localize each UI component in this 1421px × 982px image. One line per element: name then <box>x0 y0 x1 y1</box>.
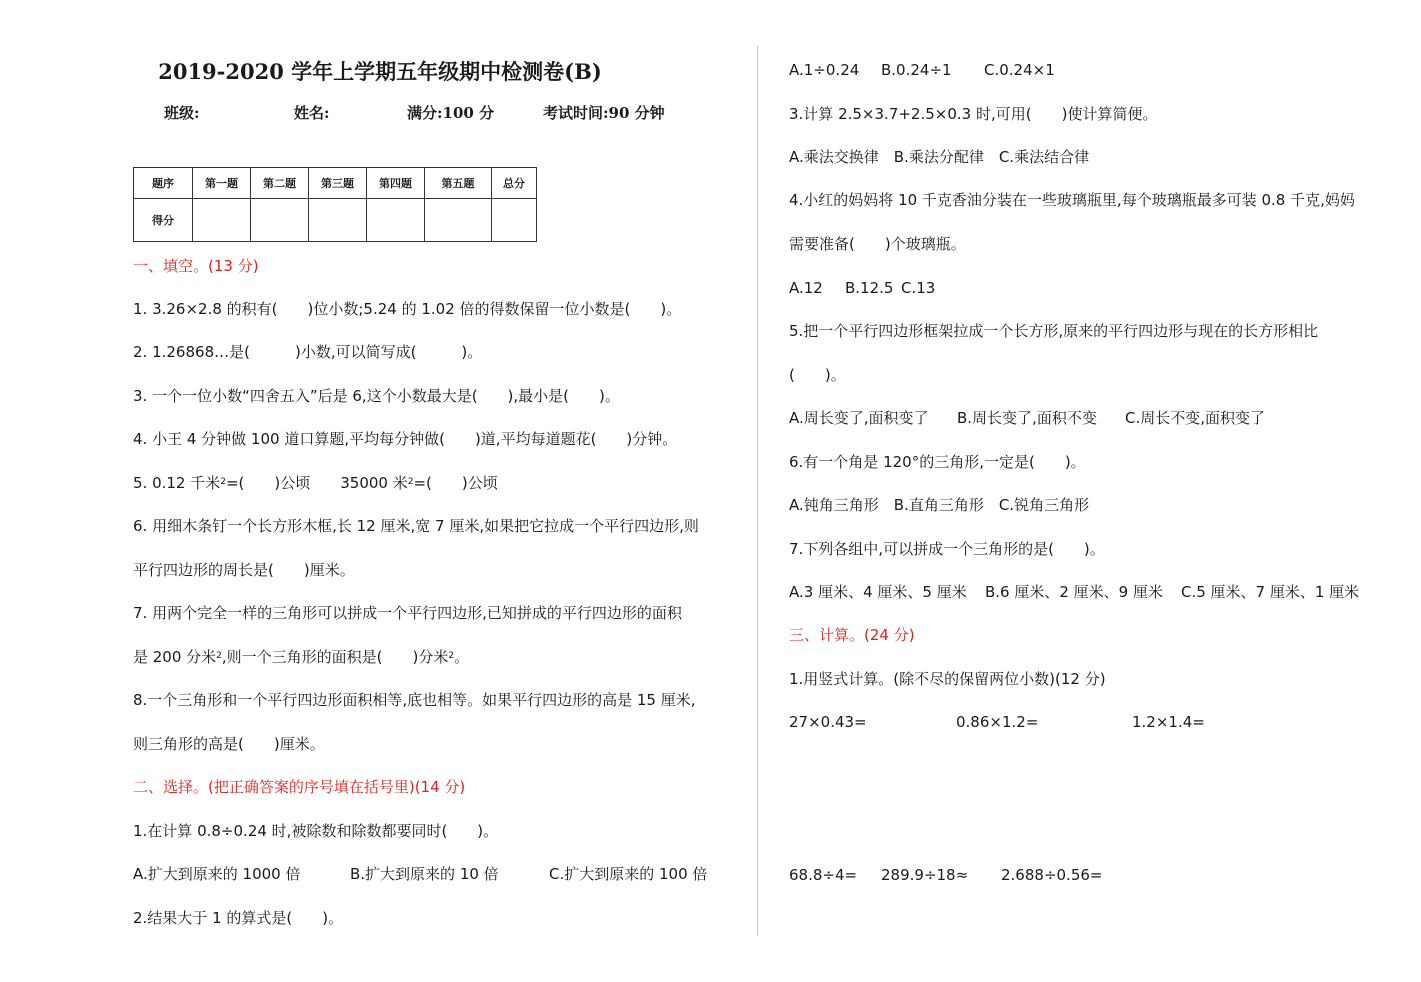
table-header: 第四题 <box>367 168 425 199</box>
score-cell[interactable] <box>367 199 425 242</box>
question-text-part: ,则一个三角形的面积是( )分米 <box>221 648 449 666</box>
question-text: 7.下列各组中,可以拼成一个三角形的是( )。 <box>789 540 1105 558</box>
question-text: 1. 3.26×2.8 的积有( )位小数;5.24 的 1.02 倍的得数保留一位小数是( )。 <box>133 300 682 318</box>
question-text: 7. 用两个完全一样的三角形可以拼成一个平行四边形,已知拼成的平行四边形的面积 <box>133 604 682 622</box>
score-cell[interactable] <box>251 199 309 242</box>
superscript: 2 <box>448 651 455 661</box>
question-text: 5.把一个平行四边形框架拉成一个长方形,原来的平行四边形与现在的长方形相比 <box>789 322 1319 340</box>
option-a: A.3 厘米、4 厘米、5 厘米 <box>789 583 967 601</box>
options-line: A.乘法交换律 B.乘法分配律 C.乘法结合律 <box>789 148 1090 166</box>
question-text-part: 是 200 分米 <box>133 648 217 666</box>
question-text-part: =( )公顷 35000 米 <box>225 474 408 492</box>
option-c: C.周长不变,面积变了 <box>1125 409 1266 427</box>
question-text-part: =( )公顷 <box>413 474 498 492</box>
question-text: 1.用竖式计算。(除不尽的保留两位小数)(12 分) <box>789 670 1106 688</box>
question-text: 则三角形的高是( )厘米。 <box>133 735 325 753</box>
options-line: A.钝角三角形 B.直角三角形 C.锐角三角形 <box>789 496 1090 514</box>
question-text: 4. 小王 4 分钟做 100 道口算题,平均每分钟做( )道,平均每道题花( )分钟。 <box>133 430 678 448</box>
question-text: 3.计算 2.5×3.7+2.5×0.3 时,可用( )使计算简便。 <box>789 105 1158 123</box>
question-text: 1.在计算 0.8÷0.24 时,被除数和除数都要同时( )。 <box>133 822 499 840</box>
full-score: 满分:100 分 <box>407 104 495 122</box>
score-cell[interactable] <box>425 199 492 242</box>
question-text-part: 。 <box>454 648 470 666</box>
option-b: B.扩大到原来的 10 倍 <box>350 865 499 883</box>
section-heading: 一、填空。(13 分) <box>133 257 259 275</box>
option-a: A.周长变了,面积变了 <box>789 409 929 427</box>
question-text: ( )。 <box>789 366 846 384</box>
option-a: A.扩大到原来的 1000 倍 <box>133 865 301 883</box>
question-text: 2. 1.26868…是( )小数,可以简写成( )。 <box>133 343 483 361</box>
question-text: 3. 一个一位小数“四舍五入”后是 6,这个小数最大是( ),最小是( )。 <box>133 387 620 405</box>
question-text: 需要准备( )个玻璃瓶。 <box>789 235 966 253</box>
option-c: C.扩大到原来的 100 倍 <box>549 865 708 883</box>
expression: 68.8÷4= <box>789 866 858 884</box>
table-header: 第一题 <box>193 168 251 199</box>
question-text: 4.小红的妈妈将 10 千克香油分装在一些玻璃瓶里,每个玻璃瓶最多可装 0.8 千克,妈妈 <box>789 191 1355 209</box>
exam-time: 考试时间:90 分钟 <box>543 104 665 122</box>
question-text <box>133 647 469 670</box>
section-heading: 二、选择。(把正确答案的序号填在括号里)(14 分) <box>133 778 466 796</box>
score-table <box>133 167 537 242</box>
expression: 27×0.43= <box>789 713 867 731</box>
option-a: A.1÷0.24 <box>789 61 860 79</box>
question-text: 平行四边形的周长是( )厘米。 <box>133 561 355 579</box>
option-c: C.0.24×1 <box>984 61 1055 79</box>
option-c: C.5 厘米、7 厘米、1 厘米 <box>1181 583 1360 601</box>
option-b: B.周长变了,面积不变 <box>957 409 1097 427</box>
name-label: 姓名: <box>294 104 330 122</box>
table-row-label: 得分 <box>134 199 193 242</box>
expression: 1.2×1.4= <box>1132 713 1205 731</box>
expression: 0.86×1.2= <box>956 713 1039 731</box>
page-title: 2019-2020 学年上学期五年级期中检测卷(B) <box>158 59 602 84</box>
section-heading: 三、计算。(24 分) <box>789 626 915 644</box>
superscript: 2 <box>407 477 414 487</box>
table-header: 第五题 <box>425 168 492 199</box>
option-a: A.12 <box>789 279 823 297</box>
question-text: 8.一个三角形和一个平行四边形面积相等,底也相等。如果平行四边形的高是 15 厘米, <box>133 691 696 709</box>
option-b: B.0.24÷1 <box>881 61 952 79</box>
class-label: 班级: <box>164 104 200 122</box>
expression: 2.688÷0.56= <box>1001 866 1103 884</box>
question-text: 6.有一个角是 120°的三角形,一定是( )。 <box>789 453 1086 471</box>
question-text <box>133 473 498 496</box>
question-text: 2.结果大于 1 的算式是( )。 <box>133 909 344 927</box>
superscript: 2 <box>220 477 226 487</box>
question-text-part: 5. 0.12 千米 <box>133 474 221 492</box>
question-text: 6. 用细木条钉一个长方形木框,长 12 厘米,宽 7 厘米,如果把它拉成一个平行四边形,则 <box>133 517 699 535</box>
table-header: 第三题 <box>309 168 367 199</box>
expression: 289.9÷18≈ <box>881 866 969 884</box>
table-header: 题序 <box>134 168 193 199</box>
option-b: B.6 厘米、2 厘米、9 厘米 <box>985 583 1163 601</box>
score-cell[interactable] <box>309 199 367 242</box>
score-cell[interactable] <box>492 199 537 242</box>
option-c: C.13 <box>901 279 936 297</box>
score-cell[interactable] <box>193 199 251 242</box>
column-divider <box>757 46 758 936</box>
table-header: 第二题 <box>251 168 309 199</box>
table-header: 总分 <box>492 168 537 199</box>
superscript: 2 <box>216 651 222 661</box>
option-b: B.12.5 <box>845 279 894 297</box>
